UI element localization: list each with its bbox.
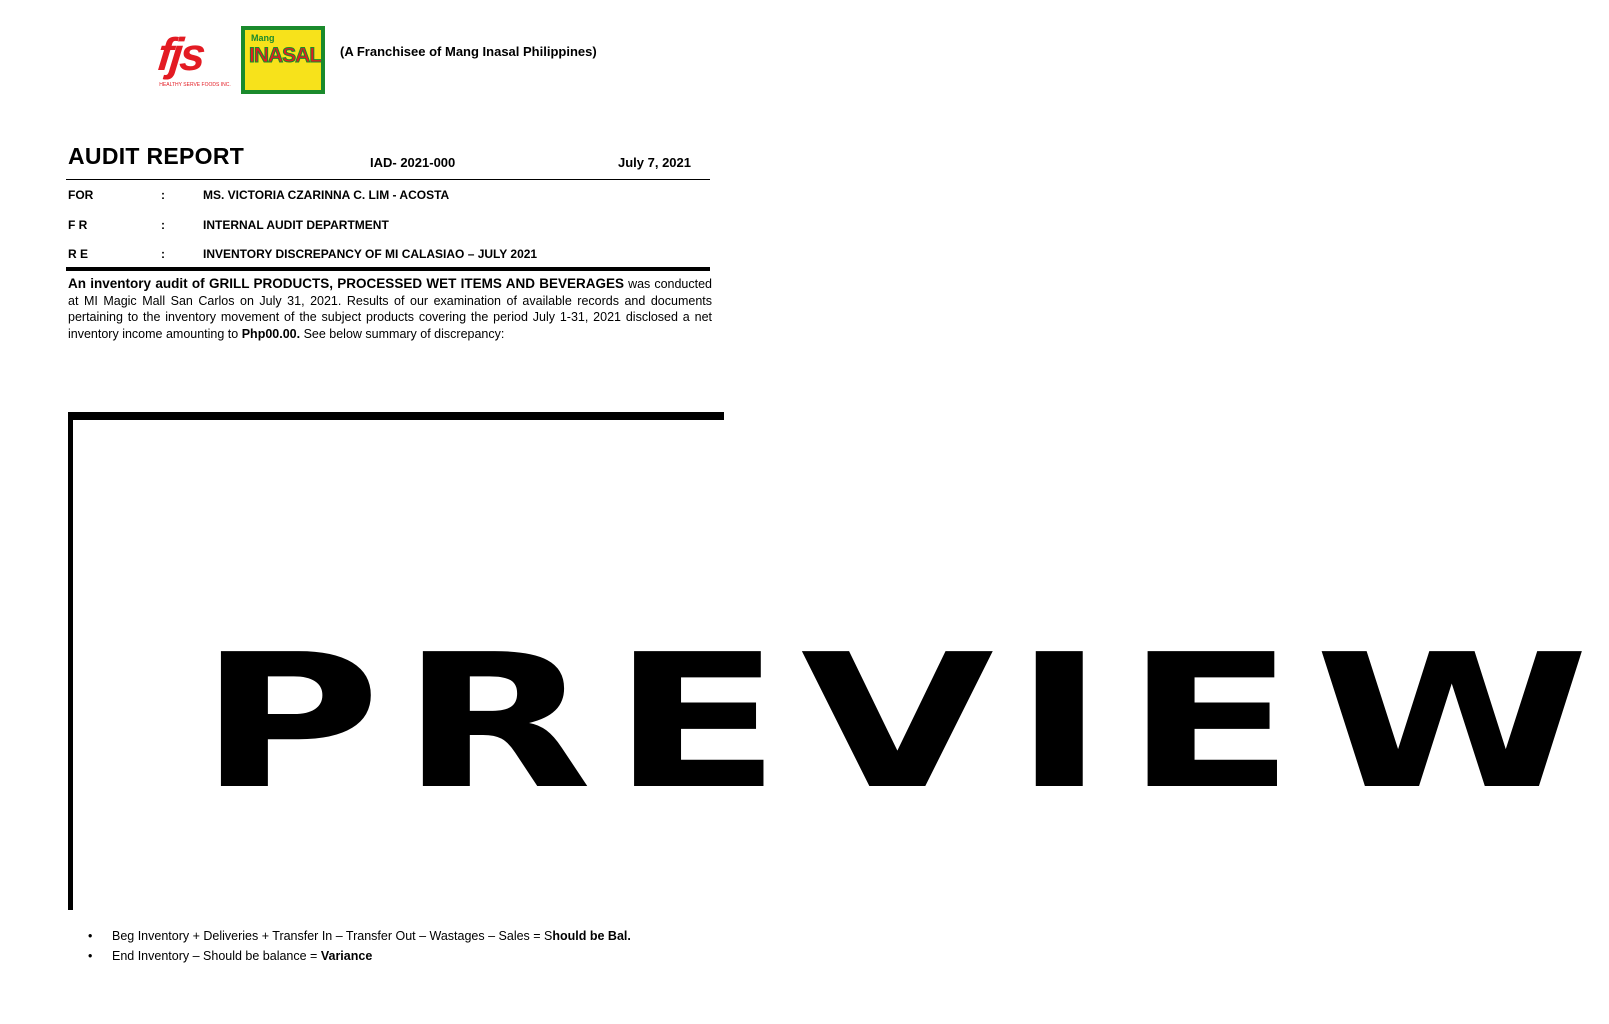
memo-re-value: INVENTORY DISCREPANCY OF MI CALASIAO – JULY 2021 [203,247,538,261]
intro-paragraph [68,276,712,342]
memo-for-colon: : [161,188,165,202]
intro-lead: An inventory audit of GRILL PRODUCTS, PROCESSED WET ITEMS AND BEVERAGES [68,276,625,291]
memo-for-value: MS. VICTORIA CZARINNA C. LIM - ACOSTA [203,188,450,202]
report-number: IAD- 2021-000 [370,155,456,170]
mang-inasal-logo-word: INASAL [249,44,322,67]
report-title: AUDIT REPORT [68,143,245,169]
memo-re-label: R E [68,247,89,261]
franchisee-note: (A Franchisee of Mang Inasal Philippines) [340,44,597,59]
fjs-logo [156,28,234,94]
formula-bold: Variance [320,949,373,963]
fjs-logo-tagline: HEALTHY SERVE FOODS INC. [159,82,231,88]
formula-list [88,926,728,966]
title-divider [66,179,710,180]
formula-bold: hould be Bal. [552,929,631,943]
memo-divider [66,267,710,271]
report-date: July 7, 2021 [618,155,691,170]
formula-text: Beg Inventory + Deliveries + Transfer In – Transfer Out – Wastages – Sales = S [112,929,553,943]
mang-inasal-logo [241,26,325,94]
intro-amount: Php00.00. [241,326,301,341]
intro-body-a: was conducted at MI Magic Mall San Carlos on July 31, 2021. Results of our examination of available records and documents pertaining to the inventory movement of the subject products covering the period July 1-31, 2021 disclosed a net inventory income amounting to [68,277,713,341]
memo-from-colon: : [161,218,165,232]
memo-from-label: F R [68,218,88,232]
memo-from-value: INTERNAL AUDIT DEPARTMENT [203,218,389,232]
intro-body-b: See below summary of discrepancy: [300,326,505,341]
formula-text: End Inventory – Should be balance = [112,949,321,963]
preview-watermark-frame [68,412,1609,912]
bullet-icon: • [88,949,93,963]
preview-watermark-clip [198,614,1609,830]
memo-re-colon: : [161,247,165,261]
fjs-logo-wordmark: fjs [155,28,206,80]
preview-frame-left-border [68,412,73,910]
preview-watermark-text: PREVIEW [198,614,1609,830]
bullet-icon: • [88,929,93,943]
formula-item-variance [88,946,728,966]
preview-frame-top-border [68,412,724,420]
mang-inasal-logo-top: Mang [251,33,275,43]
formula-item-should-be-balance [88,926,728,946]
memo-for-label: FOR [68,188,94,202]
